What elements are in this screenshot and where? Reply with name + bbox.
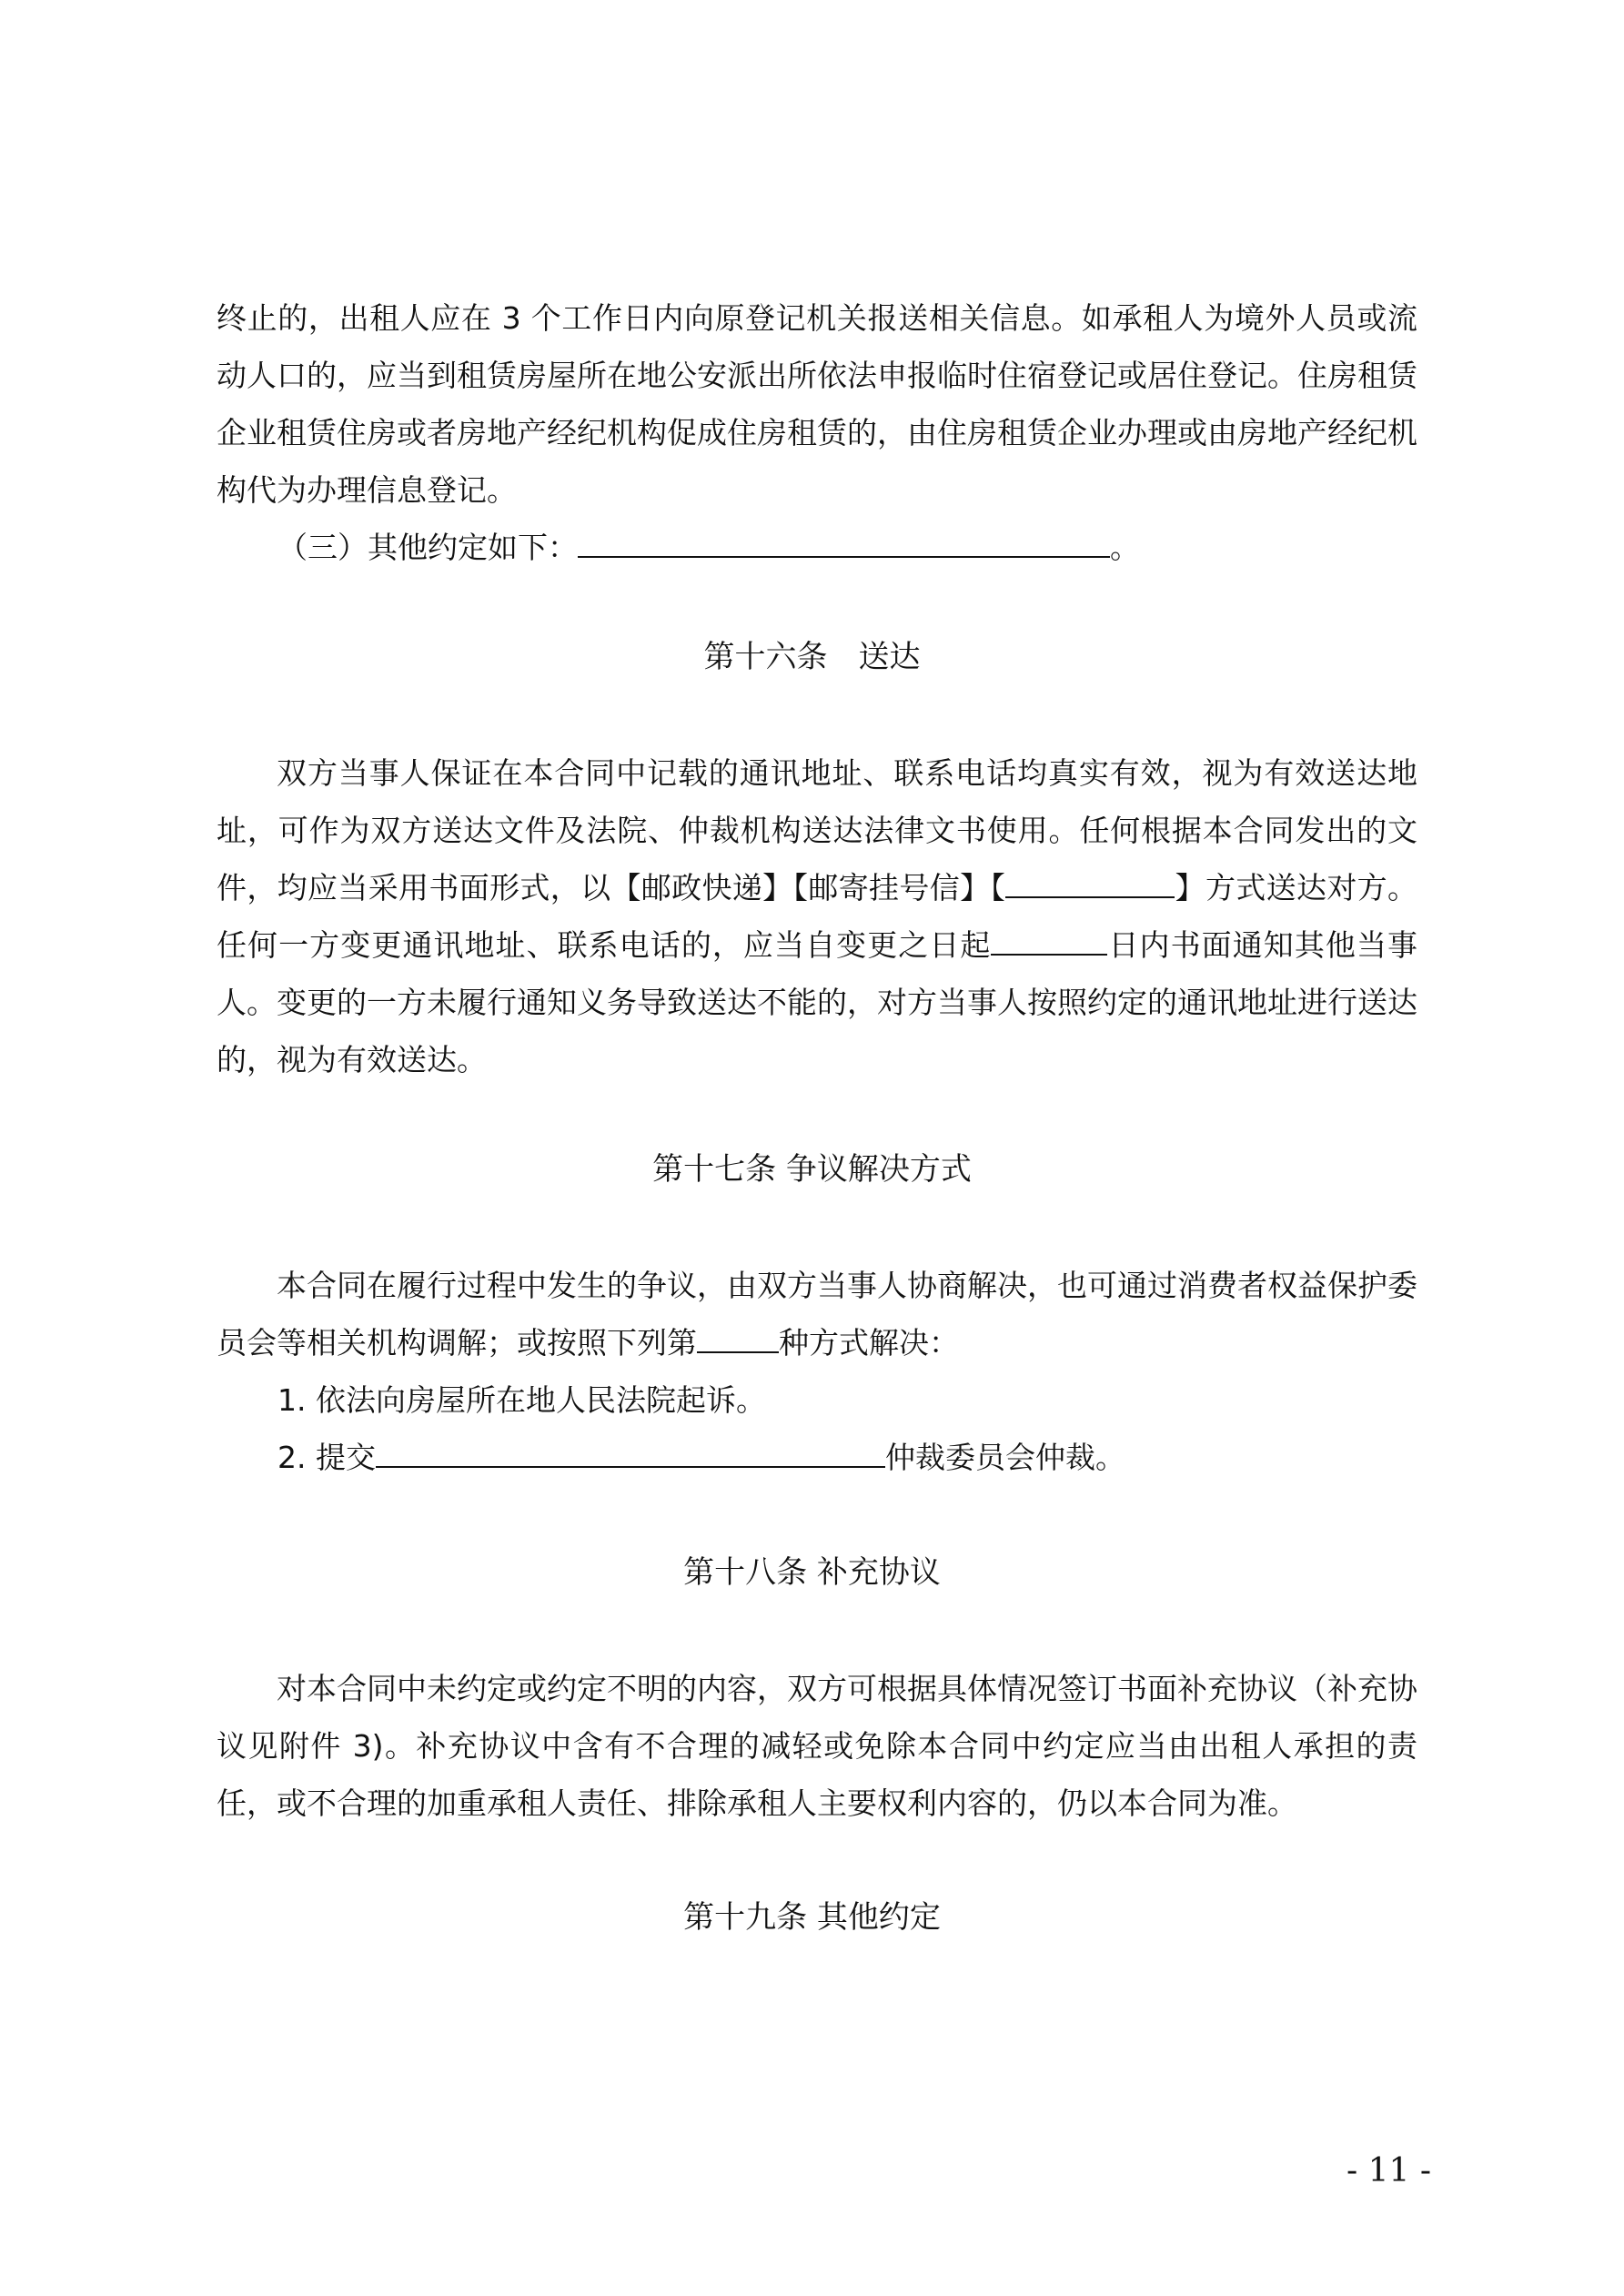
paragraph-service-of-documents <box>217 744 1417 1088</box>
paragraph-dispute-resolution <box>217 1257 1417 1371</box>
service-text-c: 日内书面通知其他当事人。变更的一方未履行通知义务导致送达不能的，对方当事人按照约定的通讯地址进行送达的，视为有效送达。 <box>217 927 1418 1077</box>
dispute-option-2 <box>277 1429 1125 1486</box>
other-agreements-label: （三）其他约定如下： <box>277 530 578 565</box>
dispute-option-2-suffix: 仲裁委员会仲裁。 <box>884 1440 1125 1475</box>
paragraph-supplementary-agreement: 对本合同中未约定或约定不明的内容，双方可根据具体情况签订书面补充协议（补充协议见附件 3)。补充协议中含有不合理的减轻或免除本合同中约定应当由出租人承担的责任，或不合理的加重承租人责任、排除承租人主要权利内容的，仍以本合同为准。 <box>217 1671 1417 1821</box>
service-text-a: 双方当事人保证在本合同中记载的通讯地址、联系电话均真实有效，视为有效送达地址，可作为双方送达文件及法院、仲裁机构送达法律文书使用。任何根据本合同发出的文件，均应当采用书面形式，以【邮政快递】【邮寄挂号信】【 <box>217 755 1417 905</box>
dispute-text-b: 种方式解决： <box>779 1325 959 1360</box>
dispute-option-1: 1. 依法向房屋所在地人民法院起诉。 <box>277 1382 766 1418</box>
article-18-heading: 第十八条 补充协议 <box>683 1554 941 1591</box>
dispute-option-2-prefix: 2. 提交 <box>277 1440 376 1475</box>
dispute-text-a: 本合同在履行过程中发生的争议，由双方当事人协商解决，也可通过消费者权益保护委员会等相关机构调解；或按照下列第 <box>217 1268 1417 1360</box>
article-16-heading: 第十六条 送达 <box>703 639 921 675</box>
arbitration-commission-blank[interactable] <box>376 1439 885 1468</box>
other-agreements-period: 。 <box>1110 530 1140 565</box>
dispute-option-blank[interactable] <box>697 1324 779 1353</box>
article-19-heading: 第十九条 其他约定 <box>683 1899 941 1936</box>
page-number: - 11 - <box>1346 2152 1431 2190</box>
other-agreements-blank[interactable] <box>578 529 1110 558</box>
article-17-heading: 第十七条 争议解决方式 <box>652 1151 972 1188</box>
paragraph-registration-continued: 终止的，出租人应在 3 个工作日内向原登记机关报送相关信息。如承租人为境外人员或流动人口的，应当到租赁房屋所在地公安派出所依法申报临时住宿登记或居住登记。住房租赁企业租赁住房或者房地产经纪机构促成住房租赁的，由住房租赁企业办理或由房地产经纪机构代为办理信息登记。 <box>217 300 1417 508</box>
service-text-b: 】方式送达对方。任何一方变更通讯地址、联系电话的，应当自变更之日起 <box>217 870 1418 963</box>
notice-days-blank[interactable] <box>991 926 1107 956</box>
service-method-blank[interactable] <box>1005 869 1175 898</box>
other-agreements-line <box>277 519 1140 576</box>
